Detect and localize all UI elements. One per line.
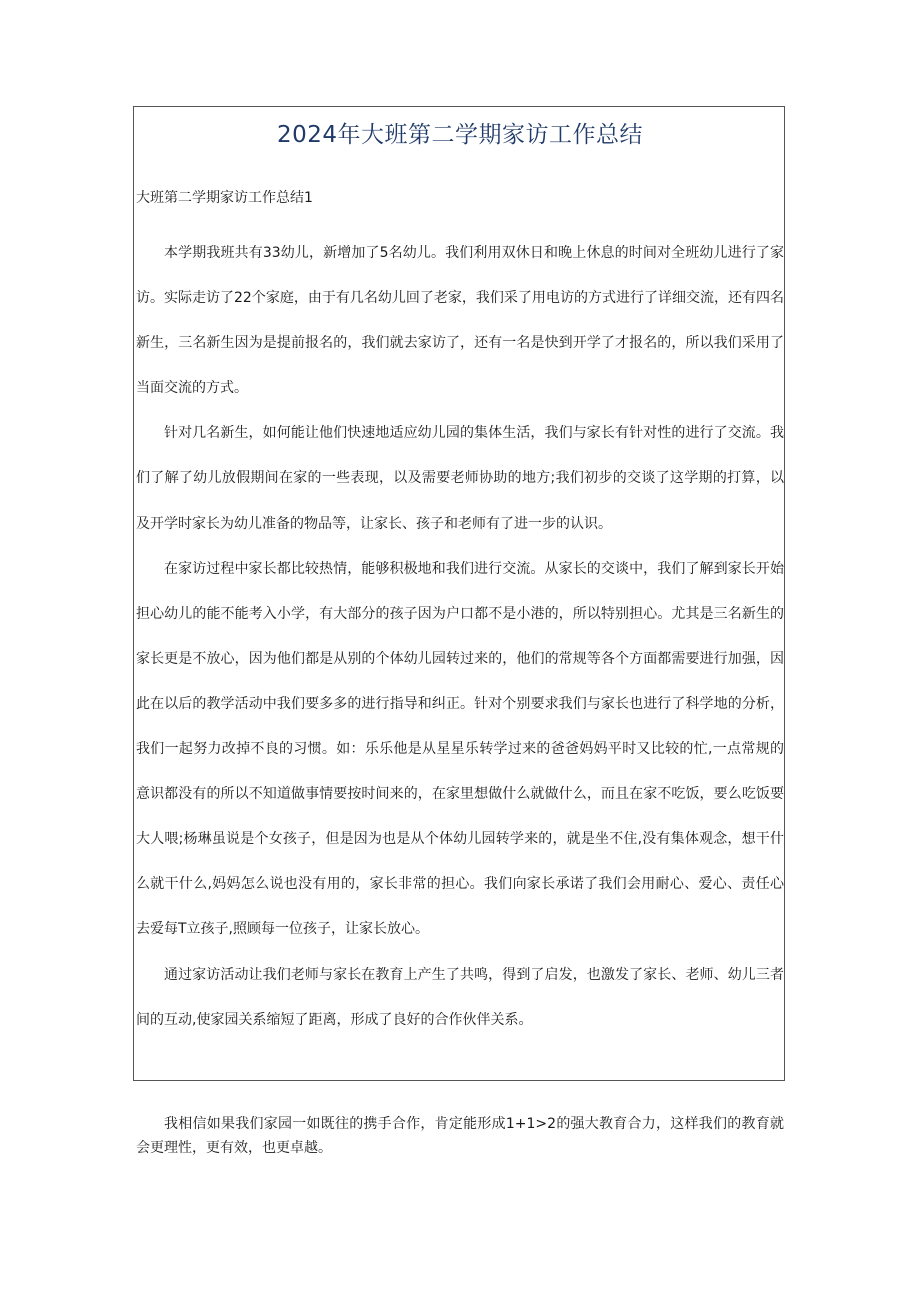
body-text [136, 231, 784, 1043]
paragraph-4: 通过家访活动让我们老师与家长在教育上产生了共鸣，得到了启发，也激发了家长、老师、幼儿三者间的互动,使家园关系缩短了距离，形成了良好的合作伙伴关系。 [136, 966, 784, 1028]
page-title: 2024年大班第二学期家访工作总结 [276, 122, 644, 148]
paragraph-2: 针对几名新生，如何能让他们快速地适应幼儿园的集体生活，我们与家长有针对性的进行了交流。我们了解了幼儿放假期间在家的一些表现，以及需要老师协助的地方;我们初步的交谈了这学期的打算，以及开学时家长为幼儿准备的物品等，让家长、孩子和老师有了进一步的认识。 [136, 425, 784, 532]
paragraph-1: 本学期我班共有33幼儿，新增加了5名幼儿。我们利用双休日和晚上休息的时间对全班幼儿进行了家访。实际走访了22个家庭，由于有几名幼儿回了老家，我们采了用电访的方式进行了详细交流，还有四名新生，三名新生因为是提前报名的，我们就去家访了，还有一名是快到开学了才报名的，所以我们采用了当面交流的方式。 [136, 245, 784, 397]
paragraph-3: 在家访过程中家长都比较热情，能够积极地和我们进行交流。从家长的交谈中，我们了解到家长开始担心幼儿的能不能考入小学，有大部分的孩子因为户口都不是小港的，所以特别担心。尤其是三名新生的家长更是不放心，因为他们都是从别的个体幼儿园转过来的，他们的常规等各个方面都需要进行加强，因此在以后的教学活动中我们要多多的进行指导和纠正。针对个别要求我们与家长也进行了科学地的分析，我们一起努力改掉不良的习惯。如：乐乐他是从星星乐转学过来的爸爸妈妈平时又比较的忙,一点常规的意识都没有的所以不知道做事情要按时间来的，在家里想做什么就做什么，而且在家不吃饭，要么吃饭要大人喂;杨琳虽说是个女孩子，但是因为也是从个体幼儿园转学来的，就是坐不住,没有集体观念，想干什么就干什么,妈妈怎么说也没有用的，家长非常的担心。我们向家长承诺了我们会用耐心、爱心、责任心去爱每T立孩子,照顾每一位孩子，让家长放心。 [136, 560, 784, 938]
closing-paragraph: 我相信如果我们家园一如既往的携手合作，肯定能形成1+1>2的强大教育合力，这样我们的教育就会更理性，更有效，也更卓越。 [136, 1116, 784, 1156]
section-subheading: 大班第二学期家访工作总结1 [136, 190, 313, 206]
